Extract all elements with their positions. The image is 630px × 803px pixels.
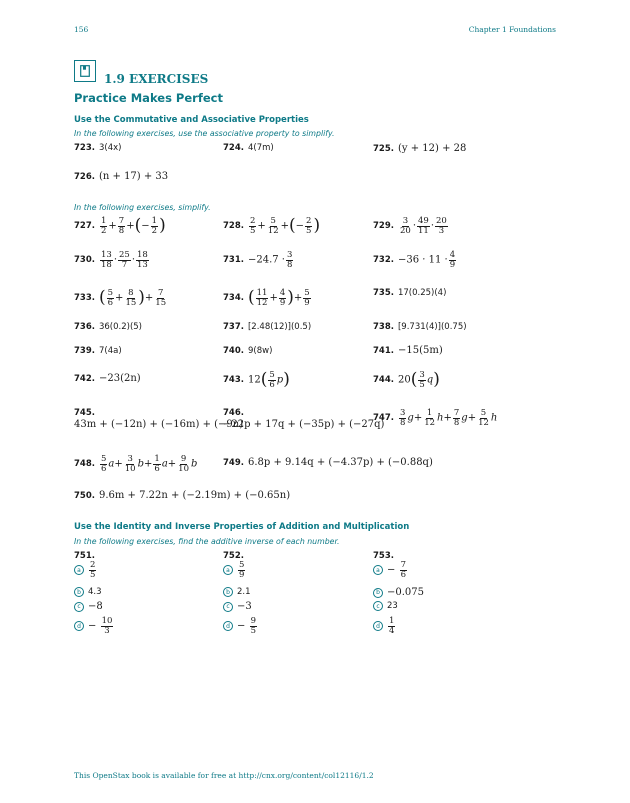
exercise-748 — [74, 455, 197, 473]
exercise-738 — [373, 322, 467, 332]
part-label: b — [74, 587, 84, 597]
instruction-associative: In the following exercises, use the associative property to simplify. — [74, 129, 335, 138]
exercise-752-b — [223, 587, 251, 597]
exercise-730 — [74, 251, 150, 269]
exercise-731 — [223, 251, 294, 269]
expression: 9.6m + 7.22n + (−2.19m) + (−0.65n) — [98, 490, 291, 501]
footer-text: This OpenStax book is available for free at http://cnx.org/content/col12116/1.2 — [74, 771, 374, 780]
exercise-744 — [373, 371, 440, 389]
exercise-number: 729. — [373, 221, 394, 231]
exercise-number: 736. — [74, 322, 95, 332]
exercise-745-expression: 43m + (−12n) + (−16m) + (−9n) — [74, 419, 244, 430]
exercise-number: 747. — [373, 413, 394, 423]
section-subtitle: Practice Makes Perfect — [74, 91, 223, 105]
page-number: 156 — [74, 25, 89, 34]
exercise-724 — [223, 143, 274, 153]
exercise-number: 730. — [74, 255, 95, 265]
exercise-736 — [74, 322, 142, 332]
exercise-number: 750. — [74, 490, 95, 501]
expression: $\frac{1}{2}$ + $\frac{7}{8}$ +(− $\frac{1}{2}$ ) — [100, 215, 166, 236]
expression: 36(0.2)(5) — [98, 322, 142, 332]
exercise-752-a: a $\frac{5}{9}$ — [223, 561, 246, 579]
instruction-additive-inverse: In the following exercises, find the additive inverse of each number. — [74, 537, 340, 546]
exercise-751-c — [74, 601, 103, 612]
value: 2.1 — [237, 587, 251, 597]
expression: $\frac{3}{8}$ g+ $\frac{1}{12}$ h+ $\frac{7}{8}$ g+ $\frac{5}{12}$ h — [399, 408, 498, 428]
exercise-732 — [373, 251, 457, 269]
part-label: a — [373, 565, 383, 575]
expression-text: 12 — [247, 374, 261, 386]
exercise-734 — [223, 289, 312, 307]
part-label: d — [223, 621, 233, 631]
exercise-number: 725. — [373, 143, 394, 154]
exercise-number: 731. — [223, 255, 244, 265]
expression: 20( $\frac{3}{5}$ q) — [397, 369, 440, 390]
exercise-number: 744. — [373, 375, 394, 385]
exercise-725 — [373, 143, 466, 154]
exercise-746-expression: −22p + 17q + (−35p) + (−27q) — [223, 419, 385, 430]
part-label: c — [373, 601, 383, 611]
exercise-number: 742. — [74, 373, 95, 384]
expression: 12( $\frac{5}{6}$ p) — [247, 369, 290, 390]
exercise-753-d: d $\frac{1}{4}$ — [373, 617, 396, 635]
instruction-simplify: In the following exercises, simplify. — [74, 203, 211, 212]
exercise-752-c — [223, 601, 252, 612]
chapter-title: Chapter 1 Foundations — [468, 25, 556, 34]
exercise-751-number: 751. — [74, 551, 95, 561]
expression: 3(4x) — [98, 143, 122, 153]
expression: 4(7m) — [247, 143, 274, 153]
expression: 17(0.25)(4) — [397, 288, 447, 298]
value: −8 — [88, 601, 103, 612]
part-label: b — [223, 587, 233, 597]
exercise-729 — [373, 217, 449, 235]
part-label: a — [223, 565, 233, 575]
subsection-heading-2: Use the Identity and Inverse Properties of Addition and Multiplication — [74, 522, 410, 532]
expression-text: −36 · 11 · — [397, 254, 448, 266]
expression: [2.48(12)](0.5) — [247, 322, 312, 332]
exercise-number: 734. — [223, 293, 244, 303]
expression: 7(4a) — [98, 346, 122, 356]
exercise-752-number: 752. — [223, 551, 244, 561]
expression: ( $\frac{5}{6}$ + $\frac{8}{15}$ )+ $\frac{7}{15}$ — [98, 287, 167, 308]
part-label: b — [373, 588, 383, 598]
exercise-number: 728. — [223, 221, 244, 231]
exercise-735 — [373, 288, 446, 298]
subsection-heading-1: Use the Commutative and Associative Properties — [74, 115, 309, 125]
exercise-number: 740. — [223, 346, 244, 356]
exercise-icon — [74, 60, 96, 82]
expression: 9(8w) — [247, 346, 273, 356]
exercise-number: 738. — [373, 322, 394, 332]
exercise-number: 733. — [74, 293, 95, 303]
expression: $\frac{5}{6}$ a+ $\frac{3}{10}$ b+ $\frac{1}{6}$ a+ $\frac{9}{10}$ b — [100, 454, 198, 474]
exercise-750 — [74, 490, 290, 501]
exercise-number: 726. — [74, 171, 95, 182]
part-label: a — [74, 565, 84, 575]
expression: $\frac{2}{5}$ + $\frac{5}{12}$ +(− $\frac{2}{5}$ ) — [249, 215, 321, 236]
expression: −15(5m) — [397, 345, 443, 356]
exercise-749 — [223, 457, 433, 468]
expression-text: 20 — [397, 374, 411, 386]
section-title: 1.9 EXERCISES — [104, 72, 209, 86]
exercise-739 — [74, 346, 122, 356]
exercise-number: 735. — [373, 288, 394, 298]
expression: ( $\frac{11}{12}$ + $\frac{4}{9}$ )+ $\frac{5}{9}$ — [247, 287, 310, 308]
value: −3 — [237, 601, 252, 612]
part-label: d — [74, 621, 84, 631]
exercise-727 — [74, 217, 166, 235]
part-label: c — [74, 602, 84, 612]
exercise-726 — [74, 171, 168, 182]
exercise-number: 737. — [223, 322, 244, 332]
exercise-733 — [74, 289, 168, 307]
exercise-747 — [373, 409, 497, 427]
exercise-753-c — [373, 601, 398, 611]
expression: −23(2n) — [98, 373, 141, 384]
exercise-723 — [74, 143, 121, 153]
exercise-number: 732. — [373, 255, 394, 265]
exercise-number: 743. — [223, 375, 244, 385]
value: 4.3 — [88, 587, 102, 597]
exercise-number: 727. — [74, 221, 95, 231]
exercise-751-b — [74, 587, 102, 597]
value: 23 — [387, 601, 398, 611]
expression: $\frac{13}{18}$ · $\frac{25}{7}$ · $\frac{18}{13}$ — [100, 250, 148, 270]
expression: −24.7 · $\frac{3}{8}$ — [247, 250, 293, 270]
exercise-number: 724. — [223, 143, 244, 153]
expression: (n + 17) + 33 — [98, 171, 169, 182]
value: −0.075 — [387, 587, 425, 598]
exercise-number: 741. — [373, 345, 394, 356]
exercise-741 — [373, 345, 443, 356]
exercise-753-b — [373, 587, 424, 598]
exercise-751-a: a $\frac{2}{5}$ — [74, 561, 97, 579]
exercise-number: 748. — [74, 459, 95, 469]
expression: 6.8p + 9.14q + (−4.37p) + (−0.88q) — [247, 457, 433, 468]
exercise-728 — [223, 217, 320, 235]
exercise-number: 739. — [74, 346, 95, 356]
exercise-742 — [74, 373, 141, 384]
exercise-745-number: 745. — [74, 408, 95, 418]
exercise-743 — [223, 371, 290, 389]
expression: (y + 12) + 28 — [397, 143, 467, 154]
exercise-746-number: 746. — [223, 408, 244, 418]
part-label: c — [223, 602, 233, 612]
expression: [9.731(4)](0.75) — [397, 322, 467, 332]
exercise-751-d: d − $\frac{10}{3}$ — [74, 617, 114, 635]
exercise-753-a: a − $\frac{7}{6}$ — [373, 561, 408, 579]
expression: −36 · 11 · $\frac{4}{9}$ — [397, 250, 456, 270]
exercise-number: 723. — [74, 143, 95, 153]
exercise-740 — [223, 346, 272, 356]
exercise-number: 749. — [223, 457, 244, 468]
expression-text: −24.7 · — [247, 254, 285, 266]
exercise-753-number: 753. — [373, 551, 394, 561]
part-label: d — [373, 621, 383, 631]
exercise-737 — [223, 322, 311, 332]
expression: $\frac{3}{20}$ · $\frac{49}{11}$ · $\frac{20}{3}$ — [399, 216, 447, 236]
exercise-752-d: d − $\frac{9}{5}$ — [223, 617, 258, 635]
